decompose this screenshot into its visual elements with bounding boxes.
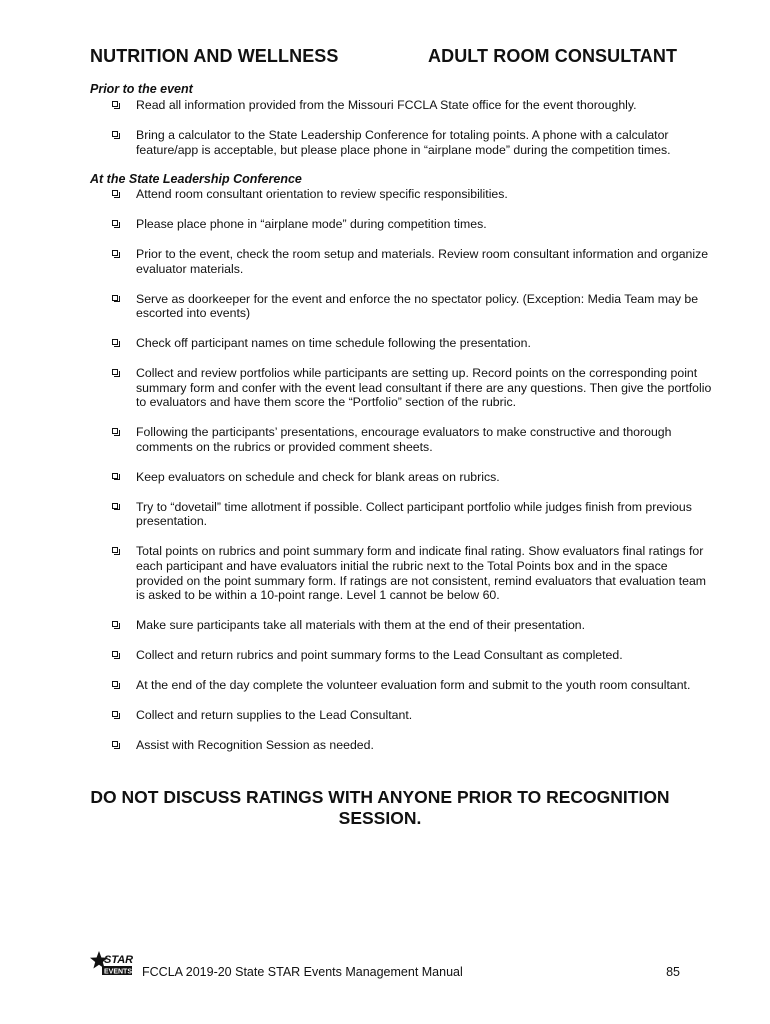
checklist-item: Collect and return supplies to the Lead Consultant. — [112, 708, 712, 723]
checklist-item: Keep evaluators on schedule and check for blank areas on rubrics. — [112, 470, 712, 485]
checkbox-icon — [112, 741, 118, 747]
page-number: 85 — [666, 965, 680, 979]
checklist-item: Assist with Recognition Session as needed. — [112, 738, 712, 753]
checkbox-icon — [112, 295, 118, 301]
checkbox-icon — [112, 621, 118, 627]
checkbox-icon — [112, 681, 118, 687]
checkbox-icon — [112, 101, 118, 107]
checklist-item: Try to “dovetail” time allotment if possible. Collect participant portfolio while judges finish from previous presentation. — [112, 500, 712, 529]
checklist-item: Check off participant names on time schedule following the presentation. — [112, 336, 712, 351]
checkbox-icon — [112, 131, 118, 137]
checklist-item: Total points on rubrics and point summary form and indicate final rating. Show evaluators final ratings for each participant and have evaluators initial the rubric next to the Total Points box and in the space provided on the point summary form. If ratings are not consistent, remind evaluators that evaluation team is asked to be within a 10-point range. Level 1 cannot be below 60. — [112, 544, 712, 602]
checklist-item: Attend room consultant orientation to review specific responsibilities. — [112, 187, 712, 202]
manual-title: FCCLA 2019-20 State STAR Events Management Manual — [142, 965, 463, 979]
svg-text:STAR: STAR — [104, 954, 134, 966]
checklist-prior-to-event — [112, 98, 712, 173]
checkbox-icon — [112, 339, 118, 345]
checkbox-icon — [112, 473, 118, 479]
checklist-item: Collect and return rubrics and point summary forms to the Lead Consultant as completed. — [112, 648, 712, 663]
section-heading-prior-to-event: Prior to the event — [90, 82, 193, 96]
page-header — [90, 46, 690, 70]
checklist-item: At the end of the day complete the volunteer evaluation form and submit to the youth room consultant. — [112, 678, 712, 693]
event-title: NUTRITION AND WELLNESS — [90, 46, 339, 66]
checkbox-icon — [112, 651, 118, 657]
checkbox-icon — [112, 503, 118, 509]
star-events-logo — [90, 948, 136, 982]
ratings-warning: DO NOT DISCUSS RATINGS WITH ANYONE PRIOR TO RECOGNITION SESSION. — [90, 787, 670, 828]
checkbox-icon — [112, 711, 118, 717]
checklist-item: Collect and review portfolios while participants are setting up. Record points on the corresponding point summary form and confer with the event lead consultant if there are any questions. Then give the portfolio to evaluators and have them score the “Portfolio” section of the rubric. — [112, 366, 712, 410]
checklist-item: Bring a calculator to the State Leadership Conference for totaling points. A phone with a calculator feature/app is acceptable, but please place phone in “airplane mode” during the competition times. — [112, 128, 712, 157]
checkbox-icon — [112, 190, 118, 196]
role-title: ADULT ROOM CONSULTANT — [428, 46, 678, 66]
checklist-item: Please place phone in “airplane mode” during competition times. — [112, 217, 712, 232]
section-heading-state-leadership-conference: At the State Leadership Conference — [90, 172, 302, 186]
checklist-item: Make sure participants take all materials with them at the end of their presentation. — [112, 618, 712, 633]
svg-text:EVENTS: EVENTS — [104, 968, 133, 976]
page-footer — [90, 954, 690, 984]
checkbox-icon — [112, 250, 118, 256]
checkbox-icon — [112, 220, 118, 226]
checklist-state-leadership-conference — [112, 187, 712, 768]
checklist-item: Prior to the event, check the room setup and materials. Review room consultant information and organize evaluator materials. — [112, 247, 712, 276]
checkbox-icon — [112, 369, 118, 375]
checklist-item: Read all information provided from the Missouri FCCLA State office for the event thoroughly. — [112, 98, 712, 113]
checkbox-icon — [112, 547, 118, 553]
checklist-item: Serve as doorkeeper for the event and enforce the no spectator policy. (Exception: Media Team may be escorted into events) — [112, 292, 712, 321]
checkbox-icon — [112, 428, 118, 434]
checklist-item: Following the participants’ presentations, encourage evaluators to make constructive and thorough comments on the rubrics or provided comment sheets. — [112, 425, 712, 454]
